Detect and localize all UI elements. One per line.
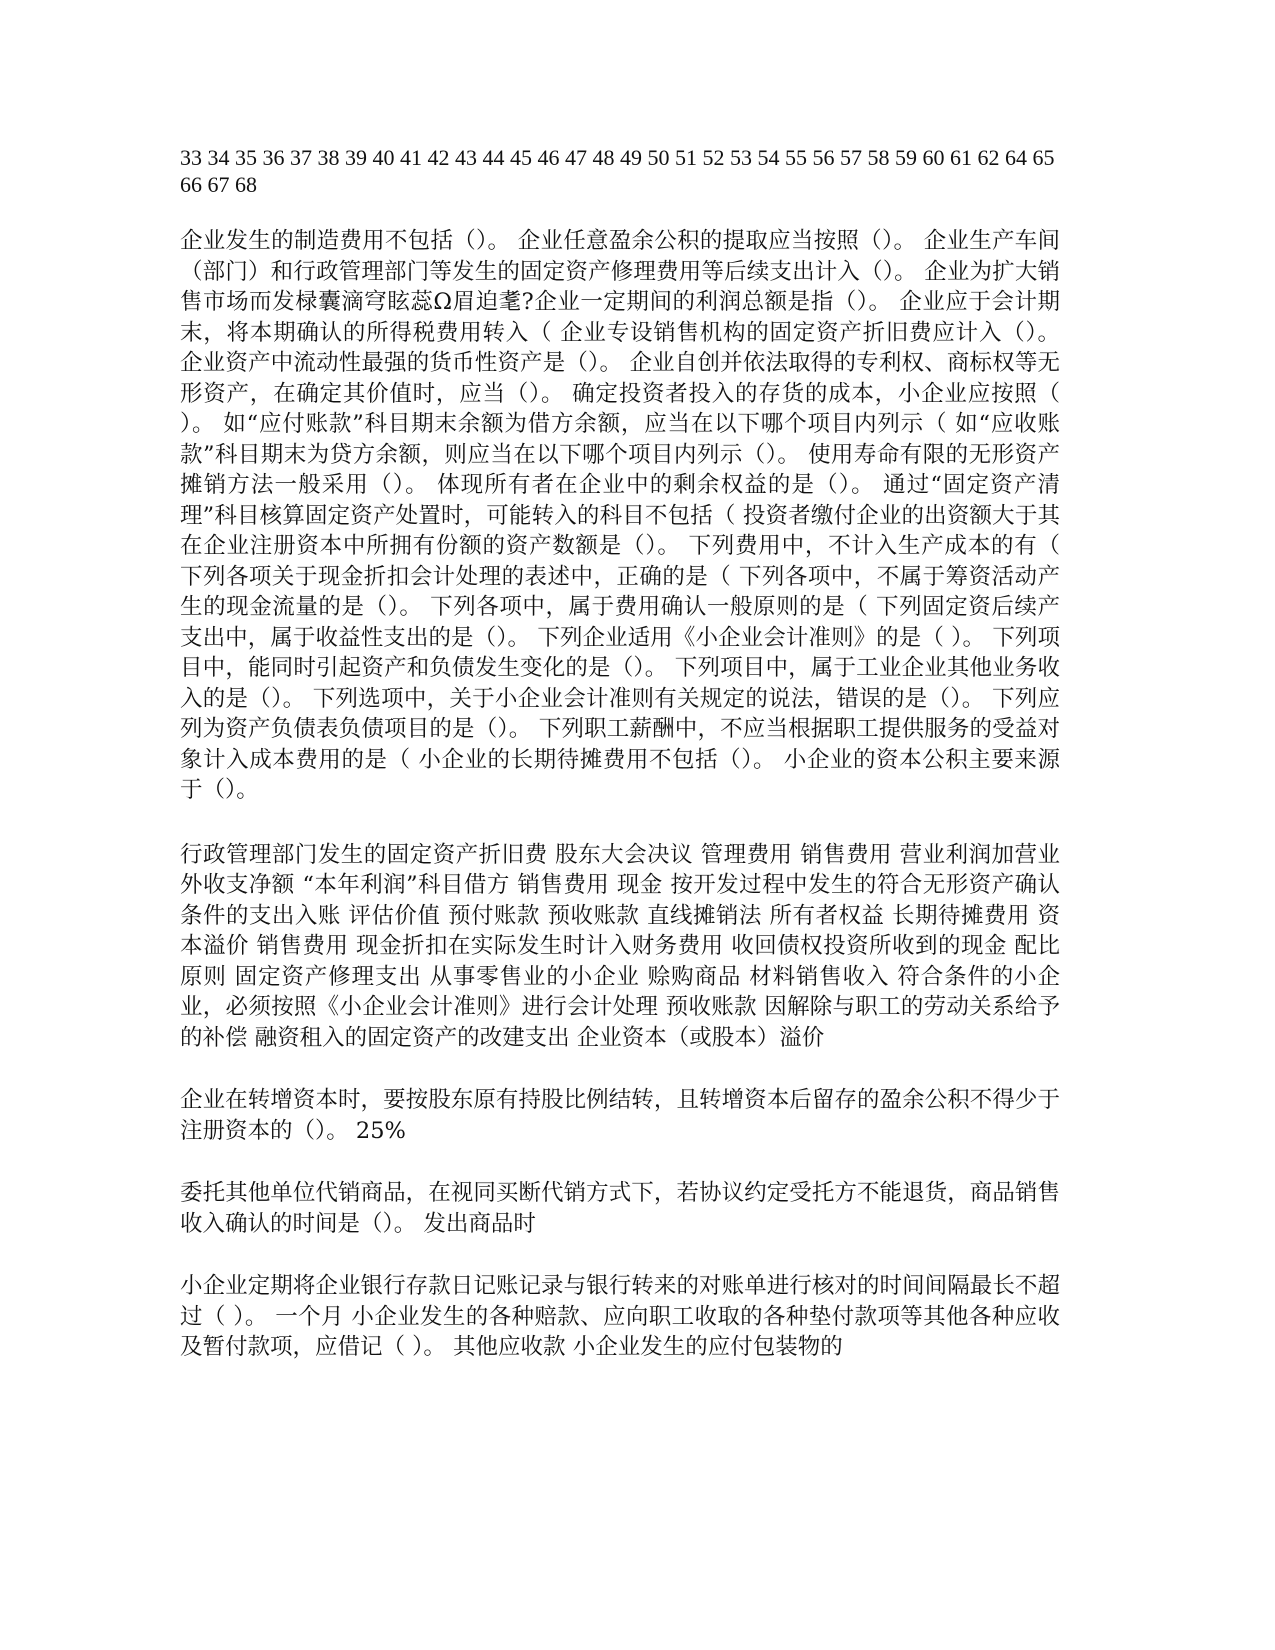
question-answer-3: 小企业定期将企业银行存款日记账记录与银行转来的对账单进行核对的时间间隔最长不超过（ ）。 一个月 小企业发生的各种赔款、应向职工收取的各种垫付款项等其他各种应收及暂付款项，应借记（ ）。 其他应收款 小企业发生的应付包装物的 xyxy=(180,1273,1060,1360)
document-page xyxy=(180,144,1060,1363)
questions-paragraph: 企业发生的制造费用不包括（）。 企业任意盈余公积的提取应当按照（）。 企业生产车间（部门）和行政管理部门等发生的固定资产修理费用等后续支出计入（）。 企业为扩大销售市场而发椂囊滴穹眩蕊Ω眉迫耄?企业一定期间的利润总额是指（）。 企业应于会计期末，将本期确认的所得税费用转入（ 企业专设销售机构的固定资产折旧费应计入（）。 企业资产中流动性最强的货币性资产是（）。 企业自创并依法取得的专利权、商标权等无形资产，在确定其价值时，应当（）。 确定投资者投入的存货的成本，小企业应按照（ ）。 如“应付账款”科目期末余额为借方余额，应当在以下哪个项目内列示（ 如“应收账款”科目期末为贷方余额，则应当在以下哪个项目内列示（）。 使用寿命有限的无形资产摊销方法一般采用（）。 体现所有者在企业中的剩余权益的是（）。 通过“固定资产清理”科目核算固定资产处置时，可能转入的科目不包括（ 投资者缴付企业的出资额大于其在企业注册资本中所拥有份额的资产数额是（）。 下列费用中，不计入生产成本的有（ 下列各项关于现金折扣会计处理的表述中，正确的是（ 下列各项中，不属于筹资活动产生的现金流量的是（）。 下列各项中，属于费用确认一般原则的是（ 下列固定资后续产支出中，属于收益性支出的是（）。 下列企业适用《小企业会计准则》的是（ ）。 下列项目中，能同时引起资产和负债发生变化的是（）。 下列项目中，属于工业企业其他业务收入的是（）。 下列选项中，关于小企业会计准则有关规定的说法，错误的是（）。 下列应列为资产负债表负债项目的是（）。 下列职工薪酬中，不应当根据职工提供服务的受益对象计入成本费用的是（ 小企业的长期待摊费用不包括（）。 小企业的资本公积主要来源于（）。 xyxy=(180,228,1060,803)
question-answer-2: 委托其他单位代销商品，在视同买断代销方式下，若协议约定受托方不能退货，商品销售收入确认的时间是（）。 发出商品时 xyxy=(180,1180,1060,1237)
question-number-line: 33 34 35 36 37 38 39 40 41 42 43 44 45 46 47 48 49 50 51 52 53 54 55 56 57 58 59 60 61 62 64 65 66 67 68 xyxy=(180,145,1055,197)
question-answer-1: 企业在转增资本时，要按股东原有持股比例结转，且转增资本后留存的盈余公积不得少于注册资本的（）。 25% xyxy=(180,1087,1060,1144)
answers-paragraph: 行政管理部门发生的固定资产折旧费 股东大会决议 管理费用 销售费用 营业利润加营业外收支净额 “本年利润”科目借方 销售费用 现金 按开发过程中发生的符合无形资产确认条件的支出入账 评估价值 预付账款 预收账款 直线摊销法 所有者权益 长期待摊费用 资本溢价 销售费用 现金折扣在实际发生时计入财务费用 收回债权投资所收到的现金 配比原则 固定资产修理支出 从事零售业的小企业 赊购商品 材料销售收入 符合条件的小企业，必须按照《小企业会计准则》进行会计处理 预收账款 因解除与职工的劳动关系给予的补偿 融资租入的固定资产的改建支出 企业资本（或股本）溢价 xyxy=(180,841,1060,1051)
